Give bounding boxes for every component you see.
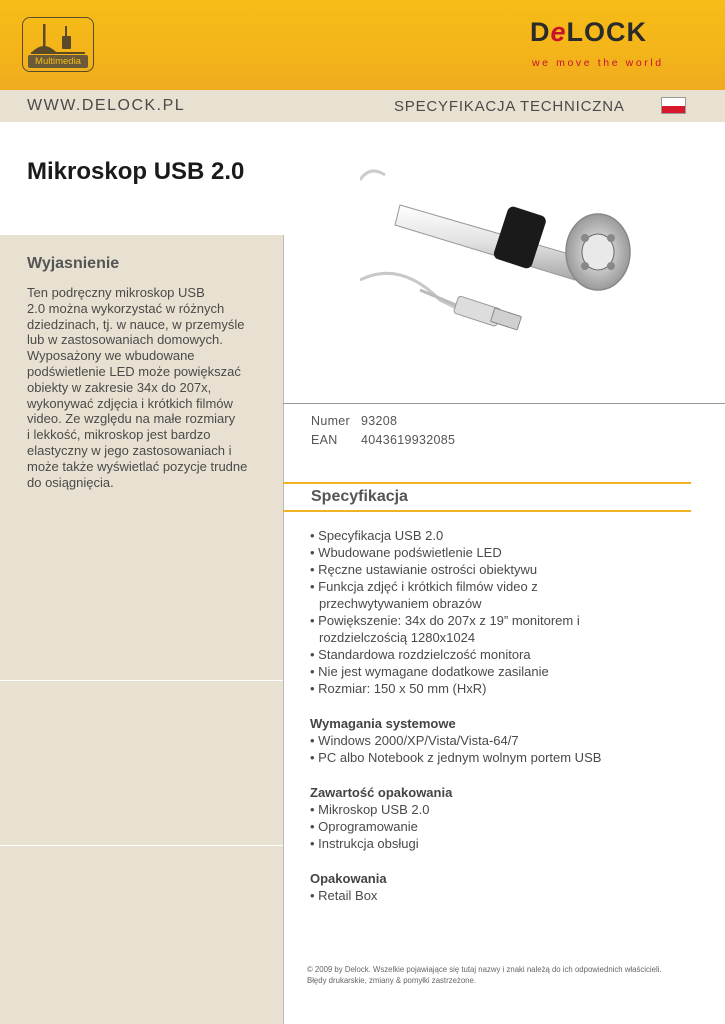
panel-divider <box>0 680 283 681</box>
category-label: Multimedia <box>28 55 88 68</box>
list-item: • PC albo Notebook z jednym wolnym portem USB <box>310 749 640 766</box>
multimedia-icon <box>29 22 89 56</box>
ean-row: EAN 4043619932085 <box>311 433 456 447</box>
spec-list <box>310 527 640 697</box>
image-divider <box>283 403 725 404</box>
packaging-heading: Opakowania <box>310 871 387 886</box>
ean-code: 4043619932085 <box>361 433 456 447</box>
subheader-bar <box>0 90 725 122</box>
category-badge <box>22 17 94 72</box>
packaging-list <box>310 887 640 904</box>
list-item: • Nie jest wymagane dodatkowe zasilanie <box>310 663 640 680</box>
list-item: • Powiększenie: 34x do 207x z 19” monitorem i rozdzielczością 1280x1024 <box>310 612 640 646</box>
spec-rule-bottom <box>283 510 691 512</box>
usb-microscope-image <box>360 160 640 360</box>
list-item: • Windows 2000/XP/Vista/Vista-64/7 <box>310 732 640 749</box>
panel-divider <box>0 845 283 846</box>
list-item: • Wbudowane podświetlenie LED <box>310 544 640 561</box>
product-title: Mikroskop USB 2.0 <box>27 158 245 185</box>
list-item: • Specyfikacja USB 2.0 <box>310 527 640 544</box>
requirements-heading: Wymagania systemowe <box>310 716 456 731</box>
list-item: • Funkcja zdjęć i krótkich filmów video z przechwytywaniem obrazów <box>310 578 640 612</box>
package-contents-heading: Zawartość opakowania <box>310 785 453 800</box>
delock-logo[interactable] <box>530 17 690 67</box>
list-item: • Instrukcja obsługi <box>310 835 640 852</box>
list-item: • Oprogramowanie <box>310 818 640 835</box>
logo-wordmark: DeLOCK <box>530 17 648 47</box>
list-item: • Rozmiar: 150 x 50 mm (HxR) <box>310 680 640 697</box>
poland-flag-icon <box>661 97 686 114</box>
requirements-list <box>310 732 640 766</box>
list-item: • Ręczne ustawianie ostrości obiektywu <box>310 561 640 578</box>
spec-heading: Specyfikacja <box>311 488 408 505</box>
spec-rule-top <box>283 482 691 484</box>
website-link[interactable]: WWW.DELOCK.PL <box>27 97 186 114</box>
document-type-title: SPECYFIKACJA TECHNICZNA <box>394 98 625 115</box>
list-item: • Mikroskop USB 2.0 <box>310 801 640 818</box>
article-number-row: Numer 93208 <box>311 414 398 428</box>
copyright-notice: © 2009 by Delock. Wszelkie pojawiające się tutaj nazwy i znaki należą do ich odpowiednich właścicieli. Błędy drukarskie, zmiany & pomyłki zastrzeżone. <box>307 965 662 985</box>
description-heading: Wyjasnienie <box>27 255 120 272</box>
spec-content <box>310 527 640 904</box>
header-band <box>0 0 725 90</box>
column-divider <box>283 235 284 1024</box>
logo-tagline: we move the world <box>532 57 664 69</box>
description-text: Ten podręczny mikroskop USB 2.0 można wykorzystać w różnych dziedzinach, tj. w nauce, w przemyśle lub w zastosowaniach domowych. Wyposażony we wbudowane podświetlenie LED może powiększać obiekty w zakresie 34x do 207x, wykonywać zdjęcia i krótkich filmów video. Ze względu na małe rozmiary i lekkość, mikroskop jest bardzo elastyczny w jego zastosowaniach i może także wyświetlać pozycje trudne do osiągnięcia. <box>27 285 248 490</box>
package-contents-list <box>310 801 640 852</box>
list-item: • Standardowa rozdzielczość monitora <box>310 646 640 663</box>
article-number: 93208 <box>361 414 398 428</box>
list-item: • Retail Box <box>310 887 640 904</box>
